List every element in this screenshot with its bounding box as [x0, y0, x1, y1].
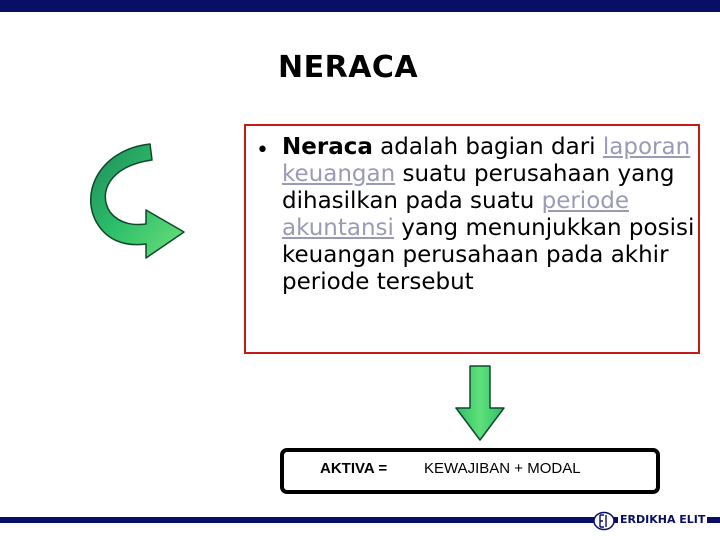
bullet-point: • — [256, 138, 269, 163]
definition-text-part-2: suatu perusahaan yang dihasilkan pada suatu — [282, 161, 675, 214]
top-bar — [0, 0, 720, 12]
slide-title: NERACA — [278, 50, 419, 85]
definition-text-part-3: yang menunjukkan posisi keuangan perusahaan pada akhir periode tersebut — [282, 215, 695, 295]
equation-box — [280, 448, 660, 494]
definition-text-part-1: adalah bagian dari — [372, 134, 603, 160]
link-periode-akuntansi[interactable]: periode akuntansi — [282, 188, 630, 241]
equation-right: KEWAJIBAN + MODAL — [424, 460, 581, 477]
curved-arrow-icon — [72, 138, 202, 268]
equation-left: AKTIVA = — [320, 460, 388, 477]
down-arrow-icon — [454, 364, 506, 444]
definition-text — [282, 134, 702, 296]
definition-box — [244, 124, 700, 354]
footer-brand: ERDIKHA ELIT — [620, 513, 706, 526]
link-laporan-keuangan[interactable]: laporan keuangan — [282, 134, 691, 187]
term-neraca: Neraca — [282, 134, 373, 160]
erdikha-logo-icon — [592, 511, 616, 531]
